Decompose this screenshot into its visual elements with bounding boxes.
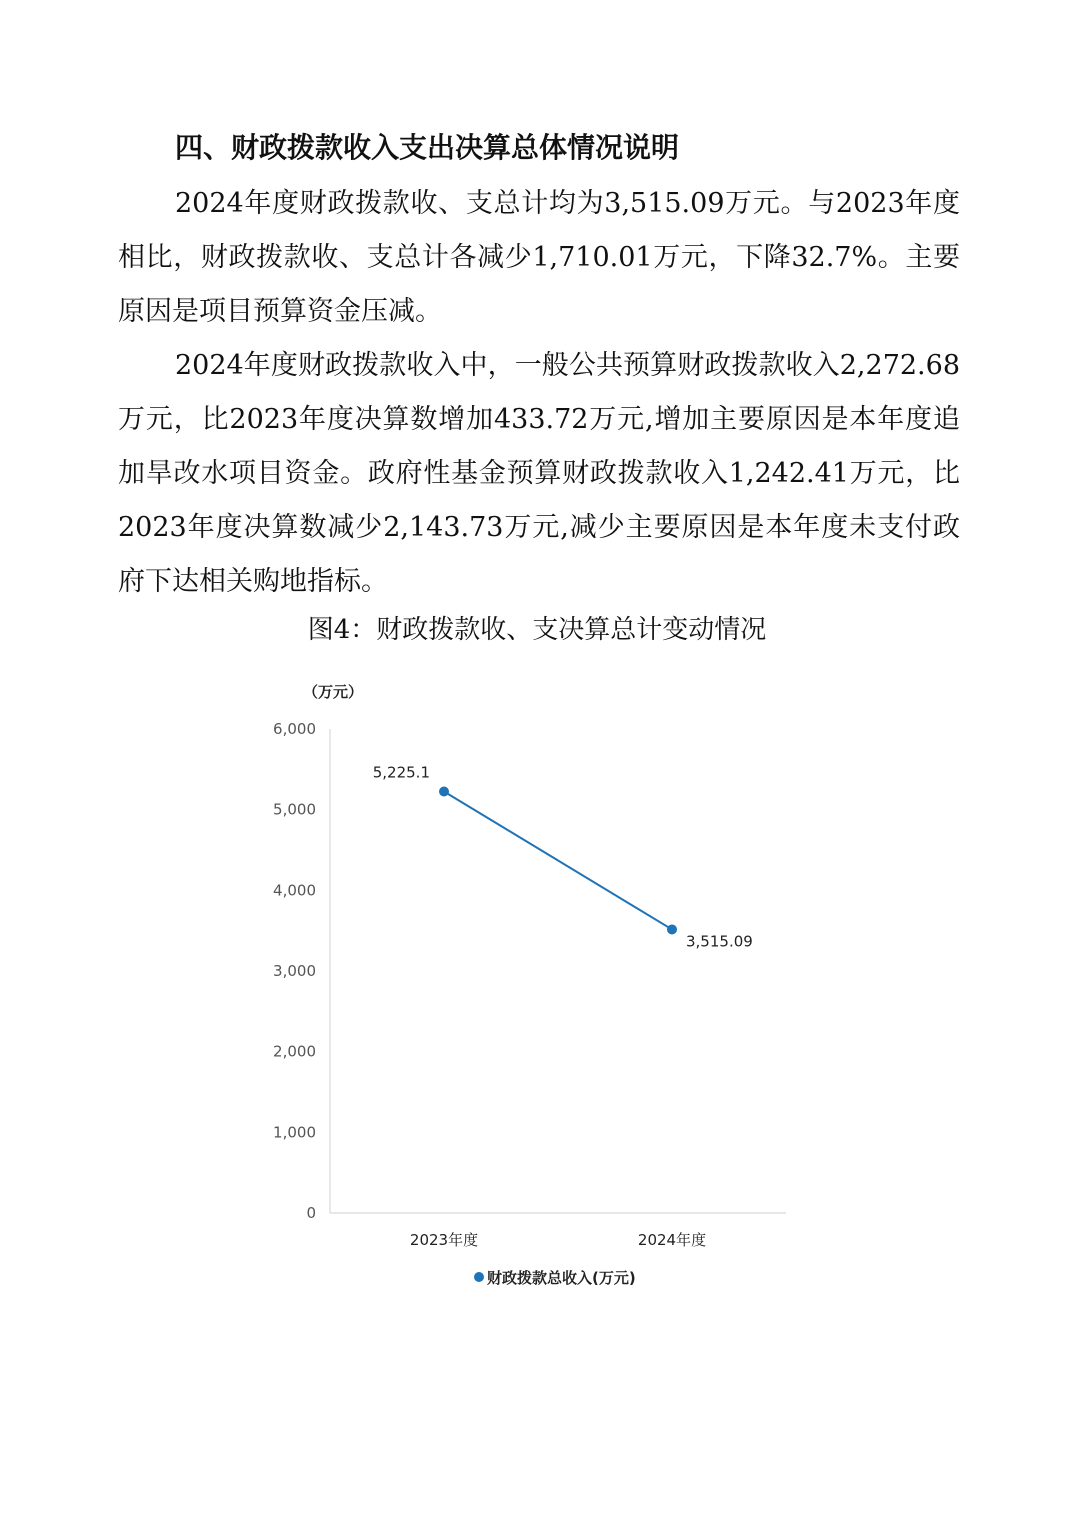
legend-label: 财政拨款总收入(万元) bbox=[487, 1269, 636, 1287]
data-point bbox=[439, 787, 449, 797]
y-tick-label: 6,000 bbox=[273, 720, 316, 738]
series-line bbox=[444, 792, 672, 930]
data-point bbox=[667, 924, 677, 934]
y-tick-label: 3,000 bbox=[273, 962, 316, 980]
x-tick-label: 2024年度 bbox=[637, 1231, 707, 1249]
legend-marker bbox=[474, 1272, 484, 1282]
x-tick-labels bbox=[410, 1231, 706, 1249]
figure-caption: 图4：财政拨款收、支决算总计变动情况 bbox=[307, 615, 767, 645]
paragraph-total-summary: 2024年度财政拨款收、支总计均为3,515.09万元。与2023年度相比，财政拨款收、支总计各减少1,710.01万元，下降32.7%。主要原因是项目预算资金压减。 bbox=[118, 188, 960, 327]
y-tick-label: 2,000 bbox=[273, 1042, 316, 1061]
y-tick-label: 0 bbox=[306, 1204, 316, 1222]
data-label: 5,225.1 bbox=[372, 763, 430, 782]
y-tick-label: 1,000 bbox=[273, 1123, 316, 1142]
y-tick-label: 4,000 bbox=[273, 881, 316, 900]
data-label: 3,515.09 bbox=[686, 932, 753, 951]
legend bbox=[474, 1269, 636, 1287]
paragraph-income-breakdown: 2024年度财政拨款收入中，一般公共预算财政拨款收入2,272.68万元，比2023年度决算数增加433.72万元,增加主要原因是本年度追加旱改水项目资金。政府性基金预算财政拨款收入1,242.41万元，比2023年度决算数减少2,143.73万元,减少主要原因是本年度未支付政府下达相关购地指标。 bbox=[118, 350, 960, 597]
y-tick-label: 5,000 bbox=[273, 800, 316, 819]
y-axis-unit-label: （万元） bbox=[302, 683, 364, 701]
x-tick-label: 2023年度 bbox=[409, 1231, 479, 1249]
section-heading: 四、财政拨款收入支出决算总体情况说明 bbox=[175, 131, 680, 164]
y-tick-labels bbox=[273, 720, 316, 1222]
series-group bbox=[373, 764, 753, 951]
